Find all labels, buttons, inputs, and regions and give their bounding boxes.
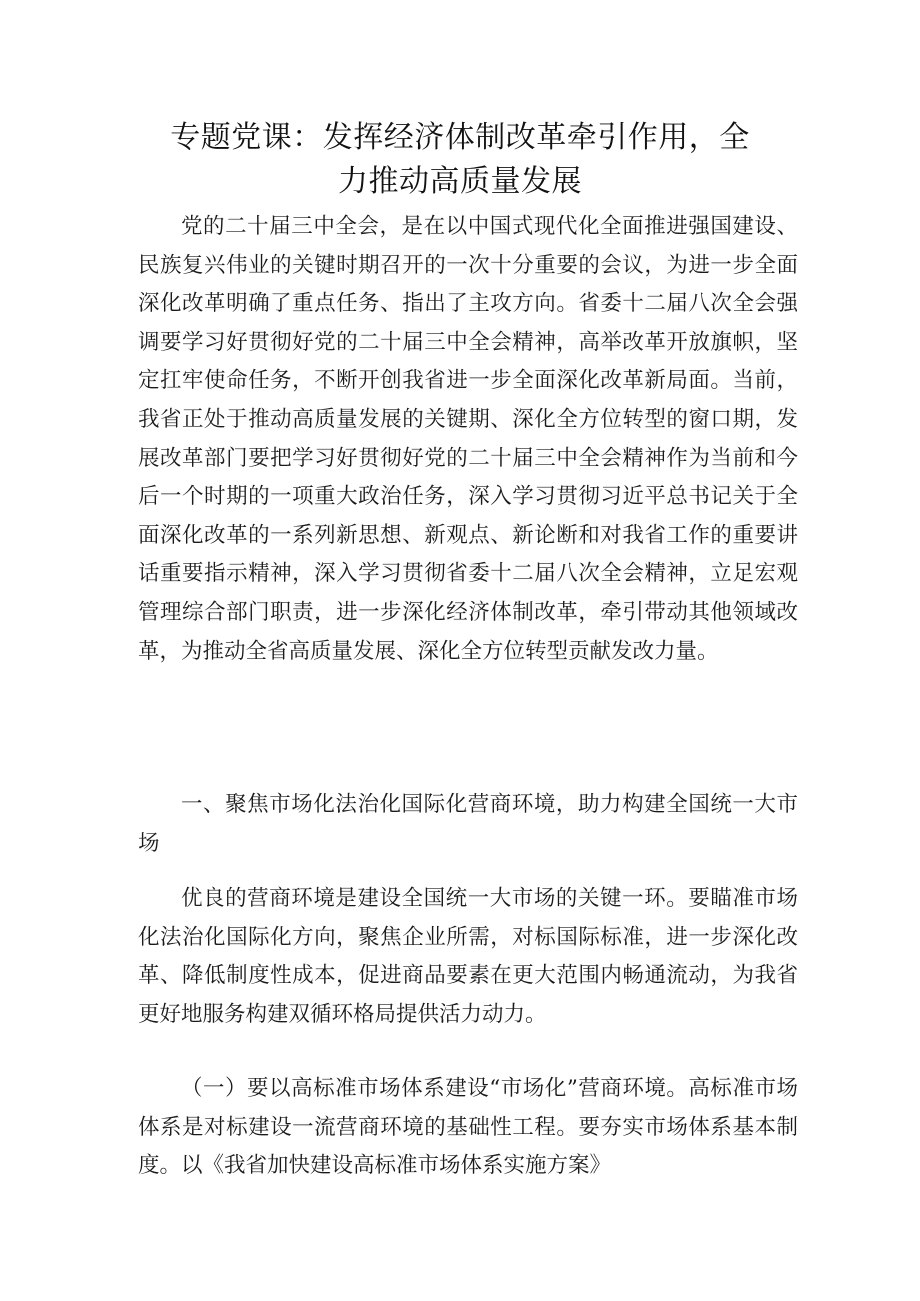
document-title-line-1: 专题党课：发挥经济体制改革牵引作用，全 <box>170 120 750 155</box>
intro-paragraph: 党的二十届三中全会，是在以中国式现代化全面推进强国建设、民族复兴伟业的关键时期召开的一次十分重要的会议，为进一步全面深化改革明确了重点任务、指出了主攻方向。省委十二届八次全会强调要学习好贯彻好党的二十届三中全会精神，高举改革开放旗帜，坚定扛牢使命任务，不断开创我省进一步全面深化改革新局面。当前，我省正处于推动高质量发展的关键期、深化全方位转型的窗口期，发展改革部门要把学习好贯彻好党的二十届三中全会精神作为当前和今后一个时期的一项重大政治任务，深入学习贯彻习近平总书记关于全面深化改革的一系列新思想、新观点、新论断和对我省工作的重要讲话重要指示精神，深入学习贯彻省委十二届八次全会精神，立足宏观管理综合部门职责，进一步深化经济体制改革，牵引带动其他领域改革，为推动全省高质量发展、深化全方位转型贡献发改力量。 <box>138 214 798 664</box>
document-title-line-2: 力推动高质量发展 <box>338 164 582 199</box>
section-1-heading: 一、聚焦市场化法治化国际化营商环境，助力构建全国统一大市场 <box>138 792 798 856</box>
subsection-1-paragraph: （一）要以高标准市场体系建设“市场化”营商环境。高标准市场体系是对标建设一流营商环境的基础性工程。要夯实市场体系基本制度。以《我省加快建设高标准市场体系实施方案》 <box>138 1076 798 1179</box>
section-1-paragraph: 优良的营商环境是建设全国统一大市场的关键一环。要瞄准市场化法治化国际化方向，聚焦企业所需，对标国际标准，进一步深化改革、降低制度性成本，促进商品要素在更大范围内畅通流动，为我省更好地服务构建双循环格局提供活力动力。 <box>138 886 798 1027</box>
